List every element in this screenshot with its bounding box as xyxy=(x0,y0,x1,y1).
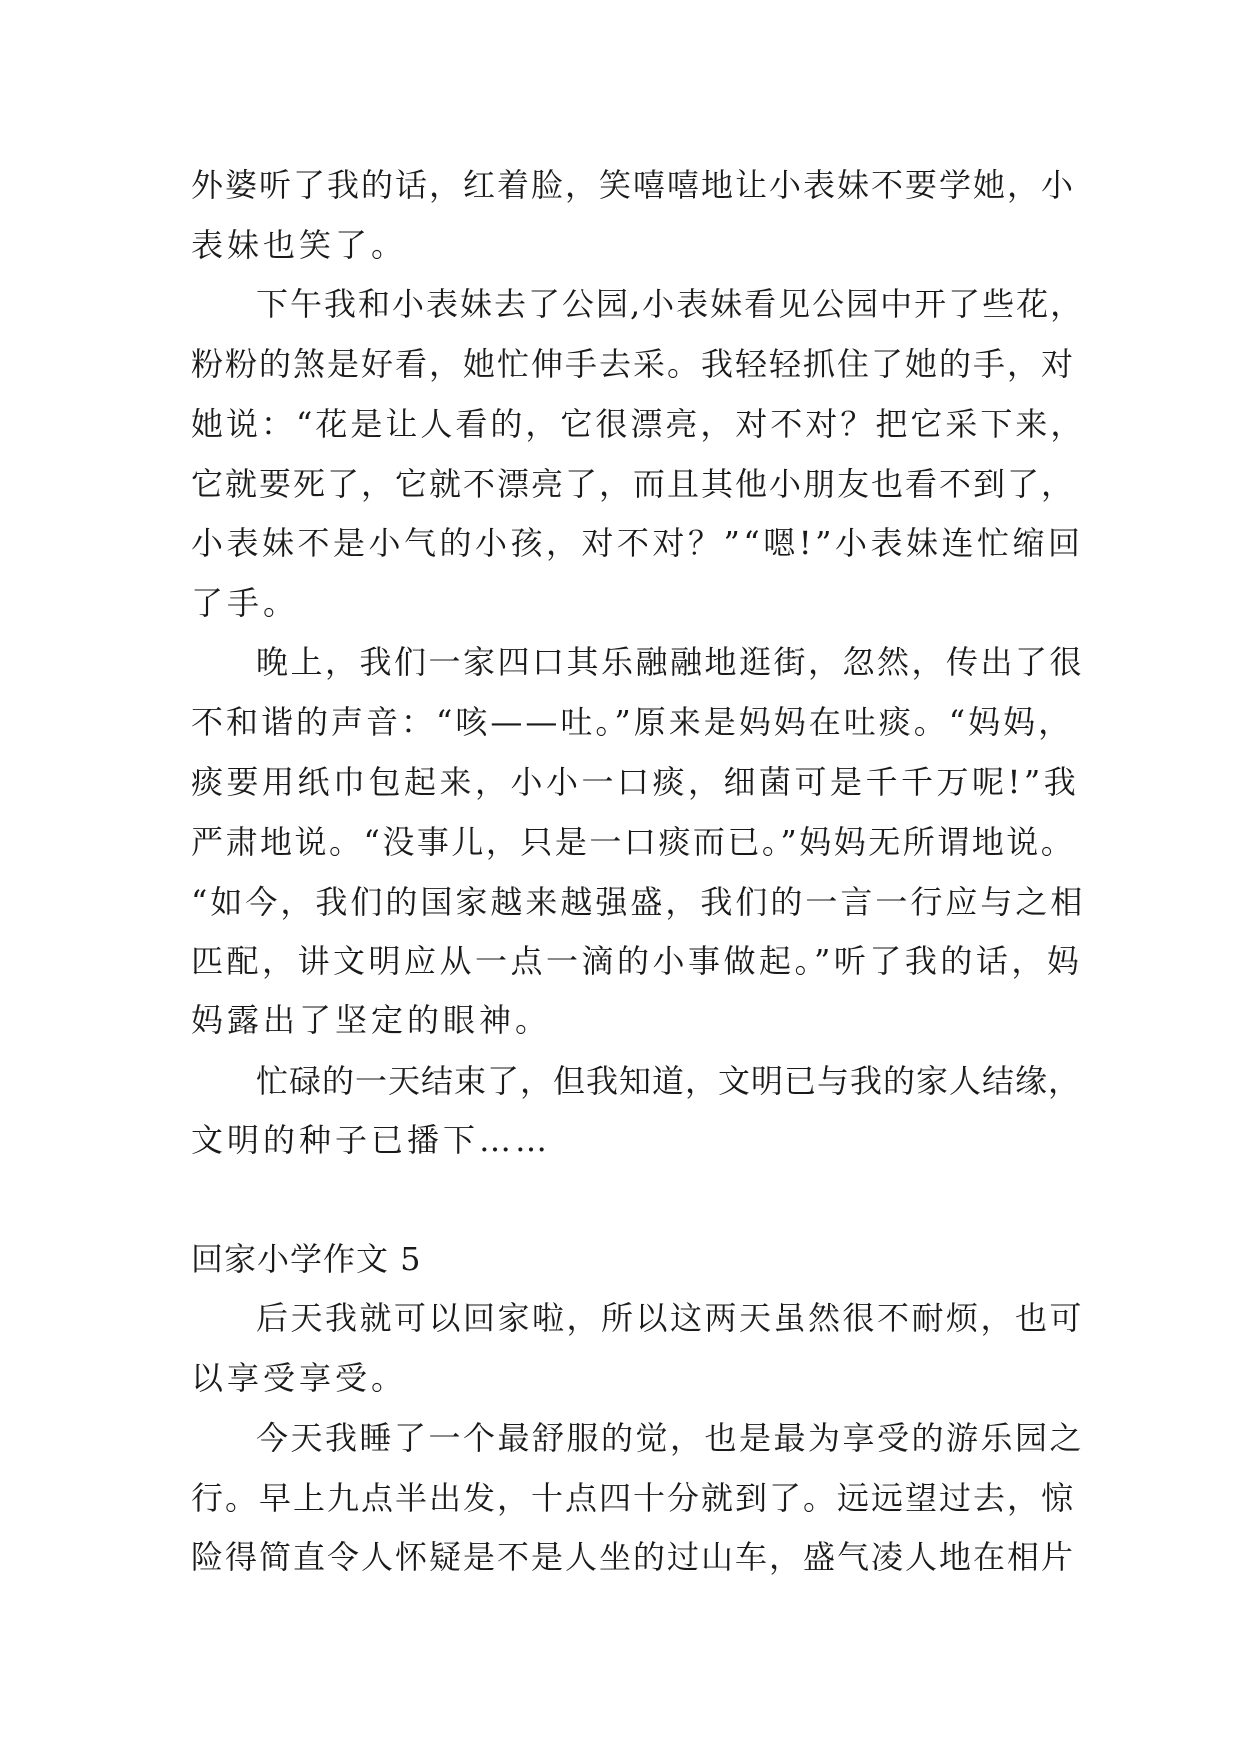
text-line: 痰要用纸巾包起来，小小一口痰，细菌可是千千万呢!”我 xyxy=(191,763,1080,801)
text-line: 不和谐的声音：“咳——吐。”原来是妈妈在吐痰。“妈妈， xyxy=(191,703,1074,741)
text-line: 匹配，讲文明应从一点一滴的小事做起。”听了我的话，妈 xyxy=(191,942,1083,980)
text-line: 今天我睡了一个最舒服的觉，也是最为享受的游乐园之 xyxy=(256,1419,1085,1457)
text-line: 妈露出了坚定的眼神。 xyxy=(191,1001,552,1039)
text-line: 晚上，我们一家四口其乐融融地逛街，忽然，传出了很 xyxy=(256,643,1085,681)
section-heading: 回家小学作文 5 xyxy=(191,1240,422,1278)
text-line: 粉粉的煞是好看，她忙伸手去采。我轻轻抓住了她的手，对 xyxy=(191,345,1076,383)
text-line: 她说：“花是让人看的，它很漂亮，对不对？把它采下来， xyxy=(191,405,1086,443)
text-line: 下午我和小表妹去了公园,小表妹看见公园中开了些花， xyxy=(256,285,1085,323)
text-line: 后天我就可以回家啦，所以这两天虽然很不耐烦，也可 xyxy=(256,1299,1085,1337)
text-line: 小表妹不是小气的小孩，对不对？”“嗯!”小表妹连忙缩回 xyxy=(191,524,1084,562)
text-line: 表妹也笑了。 xyxy=(191,226,408,264)
text-line: 它就要死了，它就不漂亮了，而且其他小朋友也看不到了， xyxy=(191,465,1076,503)
text-line: 以享受享受。 xyxy=(191,1359,408,1397)
text-line: 文明的种子已播下…… xyxy=(191,1121,552,1159)
text-line: 忙碌的一天结束了，但我知道，文明已与我的家人结缘， xyxy=(256,1062,1082,1100)
text-line: 外婆听了我的话，红着脸，笑嘻嘻地让小表妹不要学她，小 xyxy=(191,166,1076,204)
text-line: 了手。 xyxy=(191,584,300,622)
text-line: 严肃地说。“没事儿，只是一口痰而已。”妈妈无所谓地说。 xyxy=(191,823,1076,861)
text-line: “如今，我们的国家越来越强盛，我们的一言一行应与之相 xyxy=(191,883,1086,921)
text-line: 行。早上九点半出发，十点四十分就到了。远远望过去，惊 xyxy=(191,1479,1076,1517)
text-line: 险得简直令人怀疑是不是人坐的过山车，盛气凌人地在相片 xyxy=(191,1538,1076,1576)
